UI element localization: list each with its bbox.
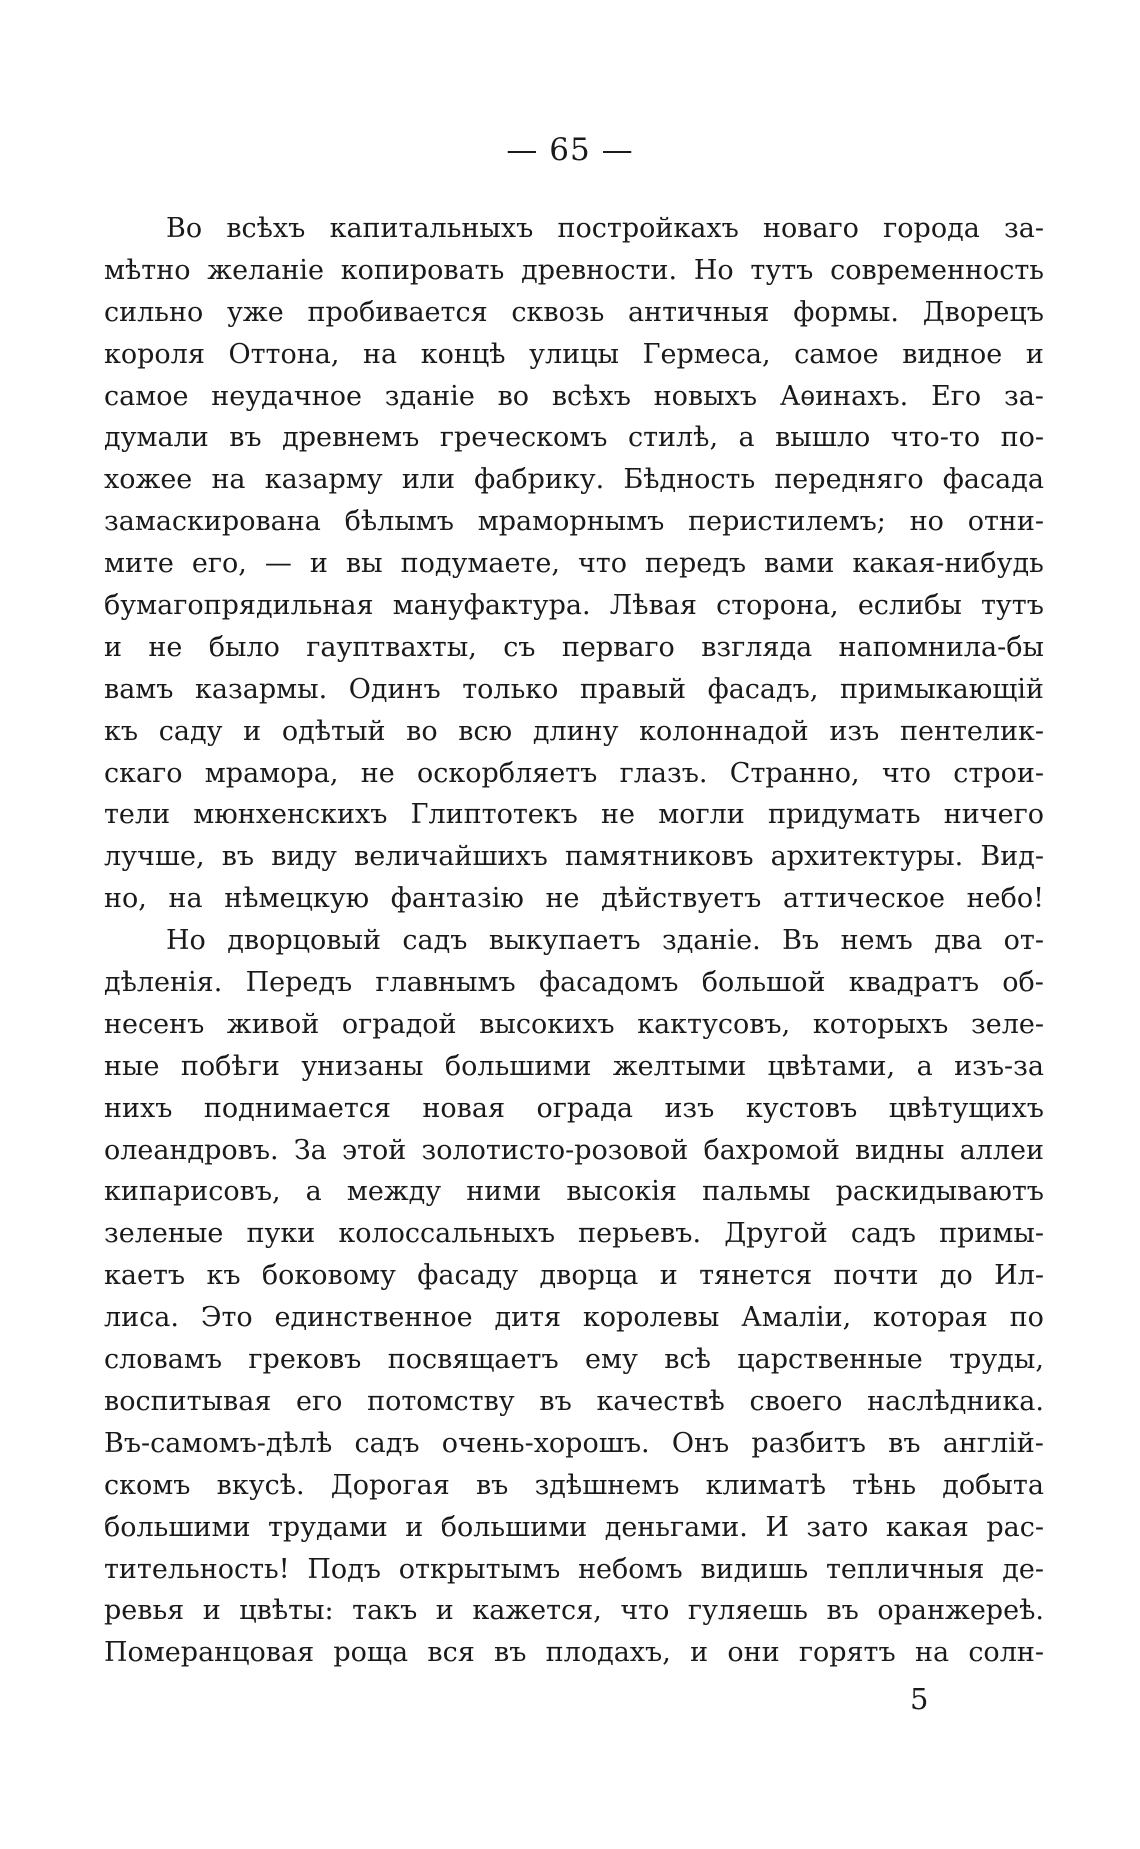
text-line: къ саду и одѣтый во всю длину колоннадой изъ пентелик-: [104, 715, 1044, 747]
body-text: [104, 208, 1044, 1674]
text-line: несенъ живой оградой высокихъ кактусовъ, которыхъ зеле-: [104, 1008, 1044, 1040]
text-line: Померанцовая роща вся въ плодахъ, и они горятъ на солн-: [104, 1637, 1044, 1669]
text-line: вамъ казармы. Одинъ только правый фасадъ, примыкающій: [104, 673, 1044, 705]
text-line: большими трудами и большими деньгами. И зато какая рас-: [104, 1511, 1044, 1543]
text-line: тительность! Подъ открытымъ небомъ видишь тепличныя де-: [104, 1553, 1044, 1585]
text-line: дѣленія. Передъ главнымъ фасадомъ большой квадратъ об-: [104, 967, 1044, 999]
text-line: скомъ вкусѣ. Дорогая въ здѣшнемъ климатѣ тѣнь добыта: [104, 1469, 1044, 1501]
text-line: мѣтно желаніе копировать древности. Но тутъ современность: [104, 254, 1044, 286]
text-line: Но дворцовый садъ выкупаетъ зданіе. Въ немъ два от-: [166, 925, 1044, 957]
text-line: замаскирована бѣлымъ мраморнымъ перистилемъ; но отни-: [104, 506, 1044, 538]
text-line: воспитывая его потомству въ качествѣ своего наслѣдника.: [104, 1385, 1044, 1417]
text-line: и не было гауптвахты, съ перваго взгляда напомнила-бы: [104, 631, 1044, 663]
text-line: но, на нѣмецкую фантазію не дѣйствуетъ аттическое небо!: [104, 883, 1044, 915]
page-number: — 65 —: [506, 132, 634, 168]
text-line: бумагопрядильная мануфактура. Лѣвая сторона, еслибы тутъ: [104, 590, 1044, 622]
text-line: зеленые пуки колоссальныхъ перьевъ. Другой садъ примы-: [104, 1218, 1044, 1250]
text-line: думали въ древнемъ греческомъ стилѣ, а вышло что-то по-: [104, 422, 1044, 454]
text-line: тели мюнхенскихъ Глиптотекъ не могли придумать ничего: [104, 799, 1044, 831]
text-line: самое неудачное зданіе во всѣхъ новыхъ Аѳинахъ. Его за-: [104, 380, 1044, 412]
text-line: хожее на казарму или фабрику. Бѣдность передняго фасада: [104, 464, 1044, 496]
text-line: скаго мрамора, не оскорбляетъ глазъ. Странно, что строи-: [104, 757, 1044, 789]
signature-mark: 5: [910, 1682, 929, 1716]
text-line: лучше, въ виду величайшихъ памятниковъ архитектуры. Вид-: [104, 841, 1044, 873]
text-line: ные побѣги унизаны большими желтыми цвѣтами, а изъ-за: [104, 1050, 1044, 1082]
text-line: сильно уже пробивается сквозь античныя формы. Дворецъ: [104, 296, 1044, 328]
text-line: словамъ грековъ посвящаетъ ему всѣ царственные труды,: [104, 1344, 1044, 1376]
text-line: Въ-самомъ-дѣлѣ садъ очень-хорошъ. Онъ разбитъ въ англій-: [104, 1427, 1044, 1459]
text-line: ревья и цвѣты: такъ и кажется, что гуляешь въ оранжереѣ.: [104, 1595, 1044, 1627]
text-line: лиса. Это единственное дитя королевы Амаліи, которая по: [104, 1302, 1044, 1334]
text-line: каетъ къ боковому фасаду дворца и тянется почти до Ил-: [104, 1260, 1044, 1292]
text-line: олеандровъ. За этой золотисто-розовой бахромой видны аллеи: [104, 1134, 1044, 1166]
text-line: короля Оттона, на концѣ улицы Гермеса, самое видное и: [104, 338, 1044, 370]
text-line: кипарисовъ, а между ними высокія пальмы раскидываютъ: [104, 1176, 1044, 1208]
text-line: мите его, — и вы подумаете, что передъ вами какая-нибудь: [104, 548, 1044, 580]
text-line: нихъ поднимается новая ограда изъ кустовъ цвѣтущихъ: [104, 1092, 1044, 1124]
text-line: Во всѣхъ капитальныхъ постройкахъ новаго города за-: [166, 213, 1044, 244]
